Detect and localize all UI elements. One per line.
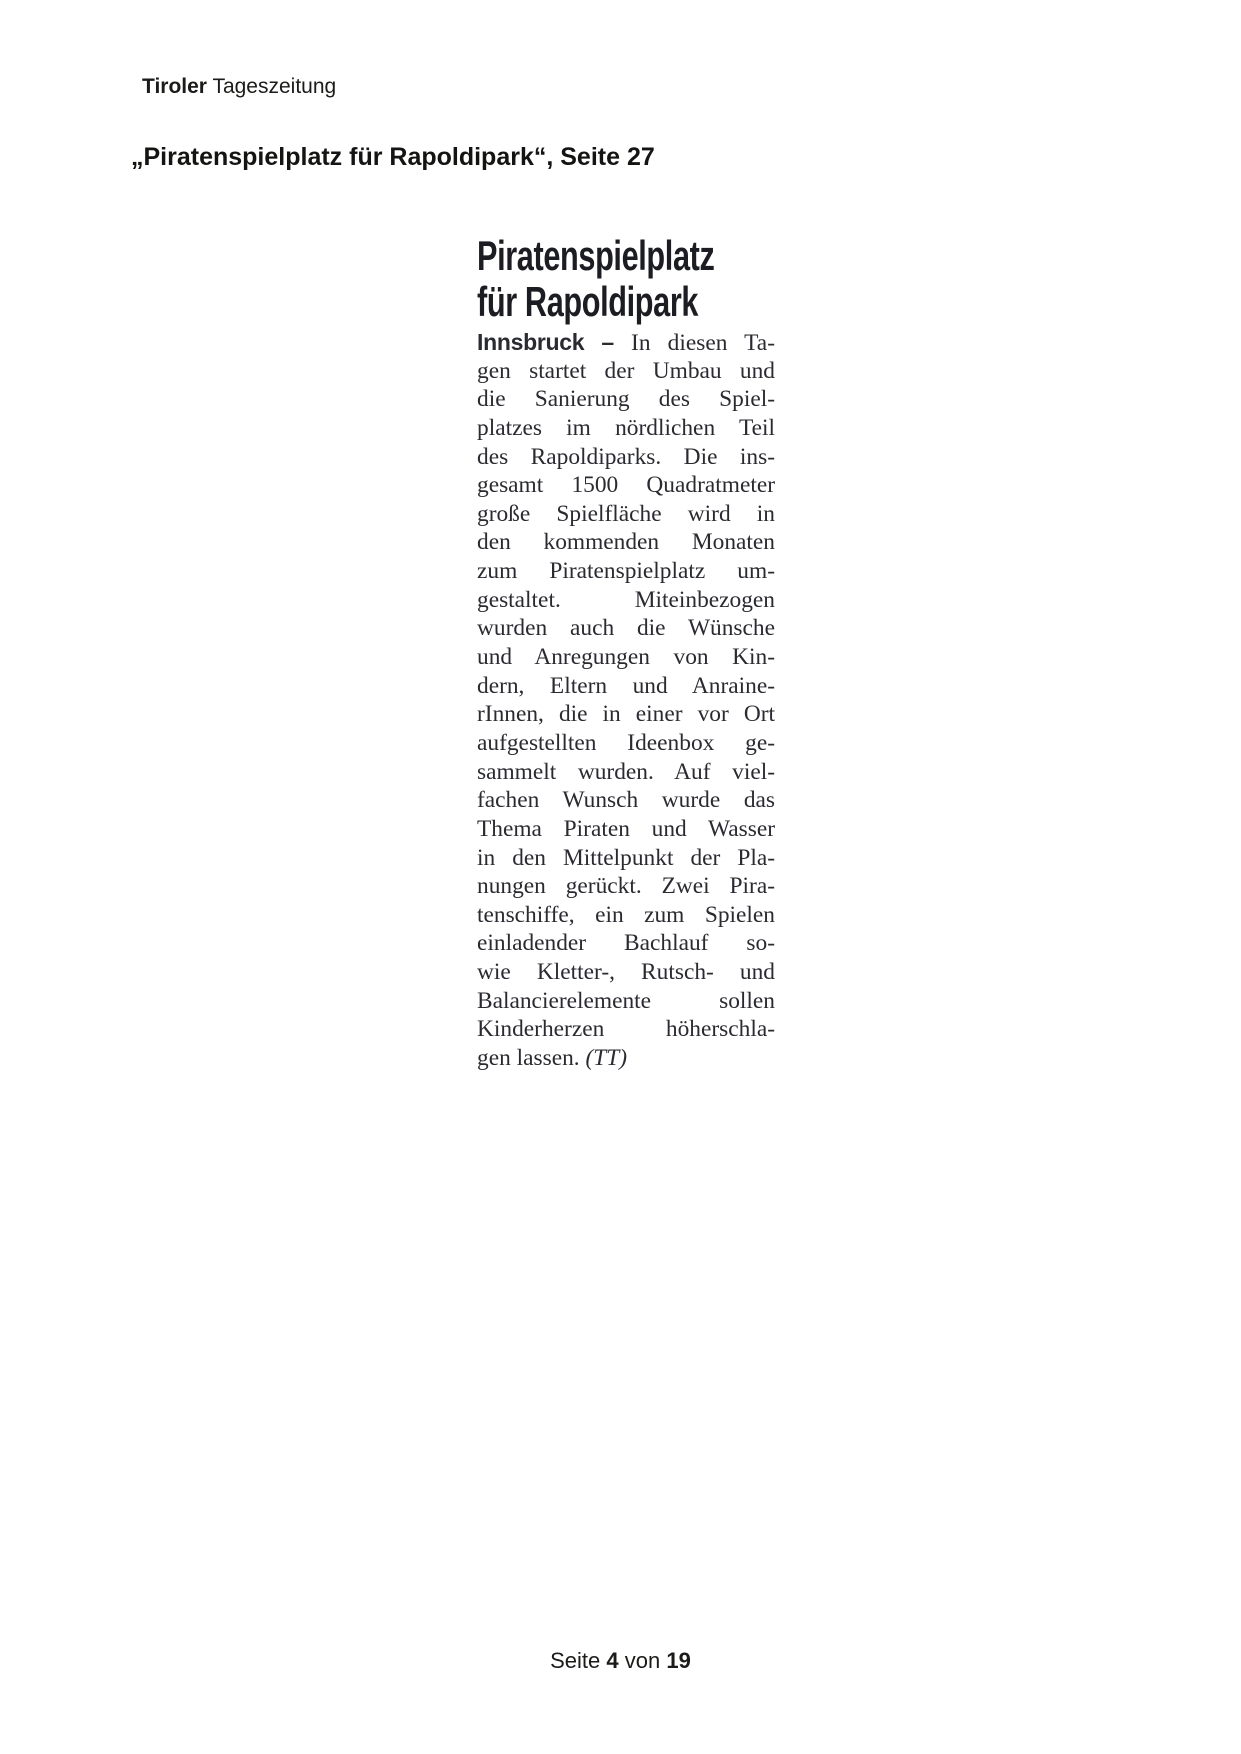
clipping-title-line-1: Piratenspielplatz bbox=[477, 232, 715, 279]
body-line: gestaltet. Miteinbezogen bbox=[477, 586, 775, 613]
body-last-line-text: gen lassen. bbox=[477, 1045, 580, 1072]
body-line: zum Piratenspielplatz um- bbox=[477, 558, 775, 585]
footer-page-total: 19 bbox=[666, 1648, 691, 1673]
body-line: tenschiffe, ein zum Spielen bbox=[477, 901, 775, 928]
brand-name-regular: Tageszeitung bbox=[212, 75, 337, 98]
body-line: gesamt 1500 Quadratmeter bbox=[477, 472, 775, 499]
body-line: sammelt wurden. Auf viel- bbox=[477, 758, 775, 785]
body-line: des Rapoldiparks. Die ins- bbox=[477, 443, 775, 470]
body-line: platzes im nördlichen Teil bbox=[477, 414, 775, 441]
body-lines bbox=[477, 357, 775, 1044]
dateline-dash: – bbox=[601, 329, 614, 355]
body-first-line-text: In diesen Ta- bbox=[631, 330, 775, 356]
body-line: einladender Bachlauf so- bbox=[477, 930, 775, 957]
body-line: fachen Wunsch wurde das bbox=[477, 787, 775, 814]
body-line: aufgestellten Ideenbox ge- bbox=[477, 729, 775, 756]
body-line: die Sanierung des Spiel- bbox=[477, 386, 775, 413]
footer-separator: von bbox=[624, 1648, 661, 1673]
body-last-line bbox=[477, 1044, 775, 1073]
body-line: Thema Piraten und Wasser bbox=[477, 815, 775, 842]
attribution: (TT) bbox=[585, 1045, 628, 1072]
clipping-body bbox=[477, 328, 775, 1073]
footer-label: Seite bbox=[550, 1648, 601, 1673]
body-line: in den Mittelpunkt der Pla- bbox=[477, 844, 775, 871]
body-line: Balancierelemente sollen bbox=[477, 987, 775, 1014]
newspaper-brand bbox=[142, 74, 336, 100]
body-line: rInnen, die in einer vor Ort bbox=[477, 701, 775, 728]
document-headline: „Piratenspielplatz für Rapoldipark“, Seite 27 bbox=[131, 143, 655, 171]
body-line: den kommenden Monaten bbox=[477, 529, 775, 556]
brand-name-bold: Tiroler bbox=[142, 75, 207, 98]
body-line: und Anregungen von Kin- bbox=[477, 644, 775, 671]
news-clipping bbox=[477, 232, 797, 1072]
body-first-line bbox=[477, 328, 775, 357]
clipping-title-line-2: für Rapoldipark bbox=[477, 278, 699, 325]
body-line: nungen gerückt. Zwei Pira- bbox=[477, 873, 775, 900]
dateline-location: Innsbruck bbox=[477, 329, 585, 355]
body-line: große Spielfläche wird in bbox=[477, 500, 775, 527]
body-line: wie Kletter-, Rutsch- und bbox=[477, 959, 775, 986]
body-line: dern, Eltern und Anraine- bbox=[477, 672, 775, 699]
page-footer bbox=[0, 1648, 1241, 1674]
clipping-title bbox=[477, 232, 715, 325]
footer-page-number: 4 bbox=[606, 1648, 619, 1673]
body-line: Kinderherzen höherschla- bbox=[477, 1016, 775, 1043]
body-line: gen startet der Umbau und bbox=[477, 357, 775, 384]
body-line: wurden auch die Wünsche bbox=[477, 615, 775, 642]
